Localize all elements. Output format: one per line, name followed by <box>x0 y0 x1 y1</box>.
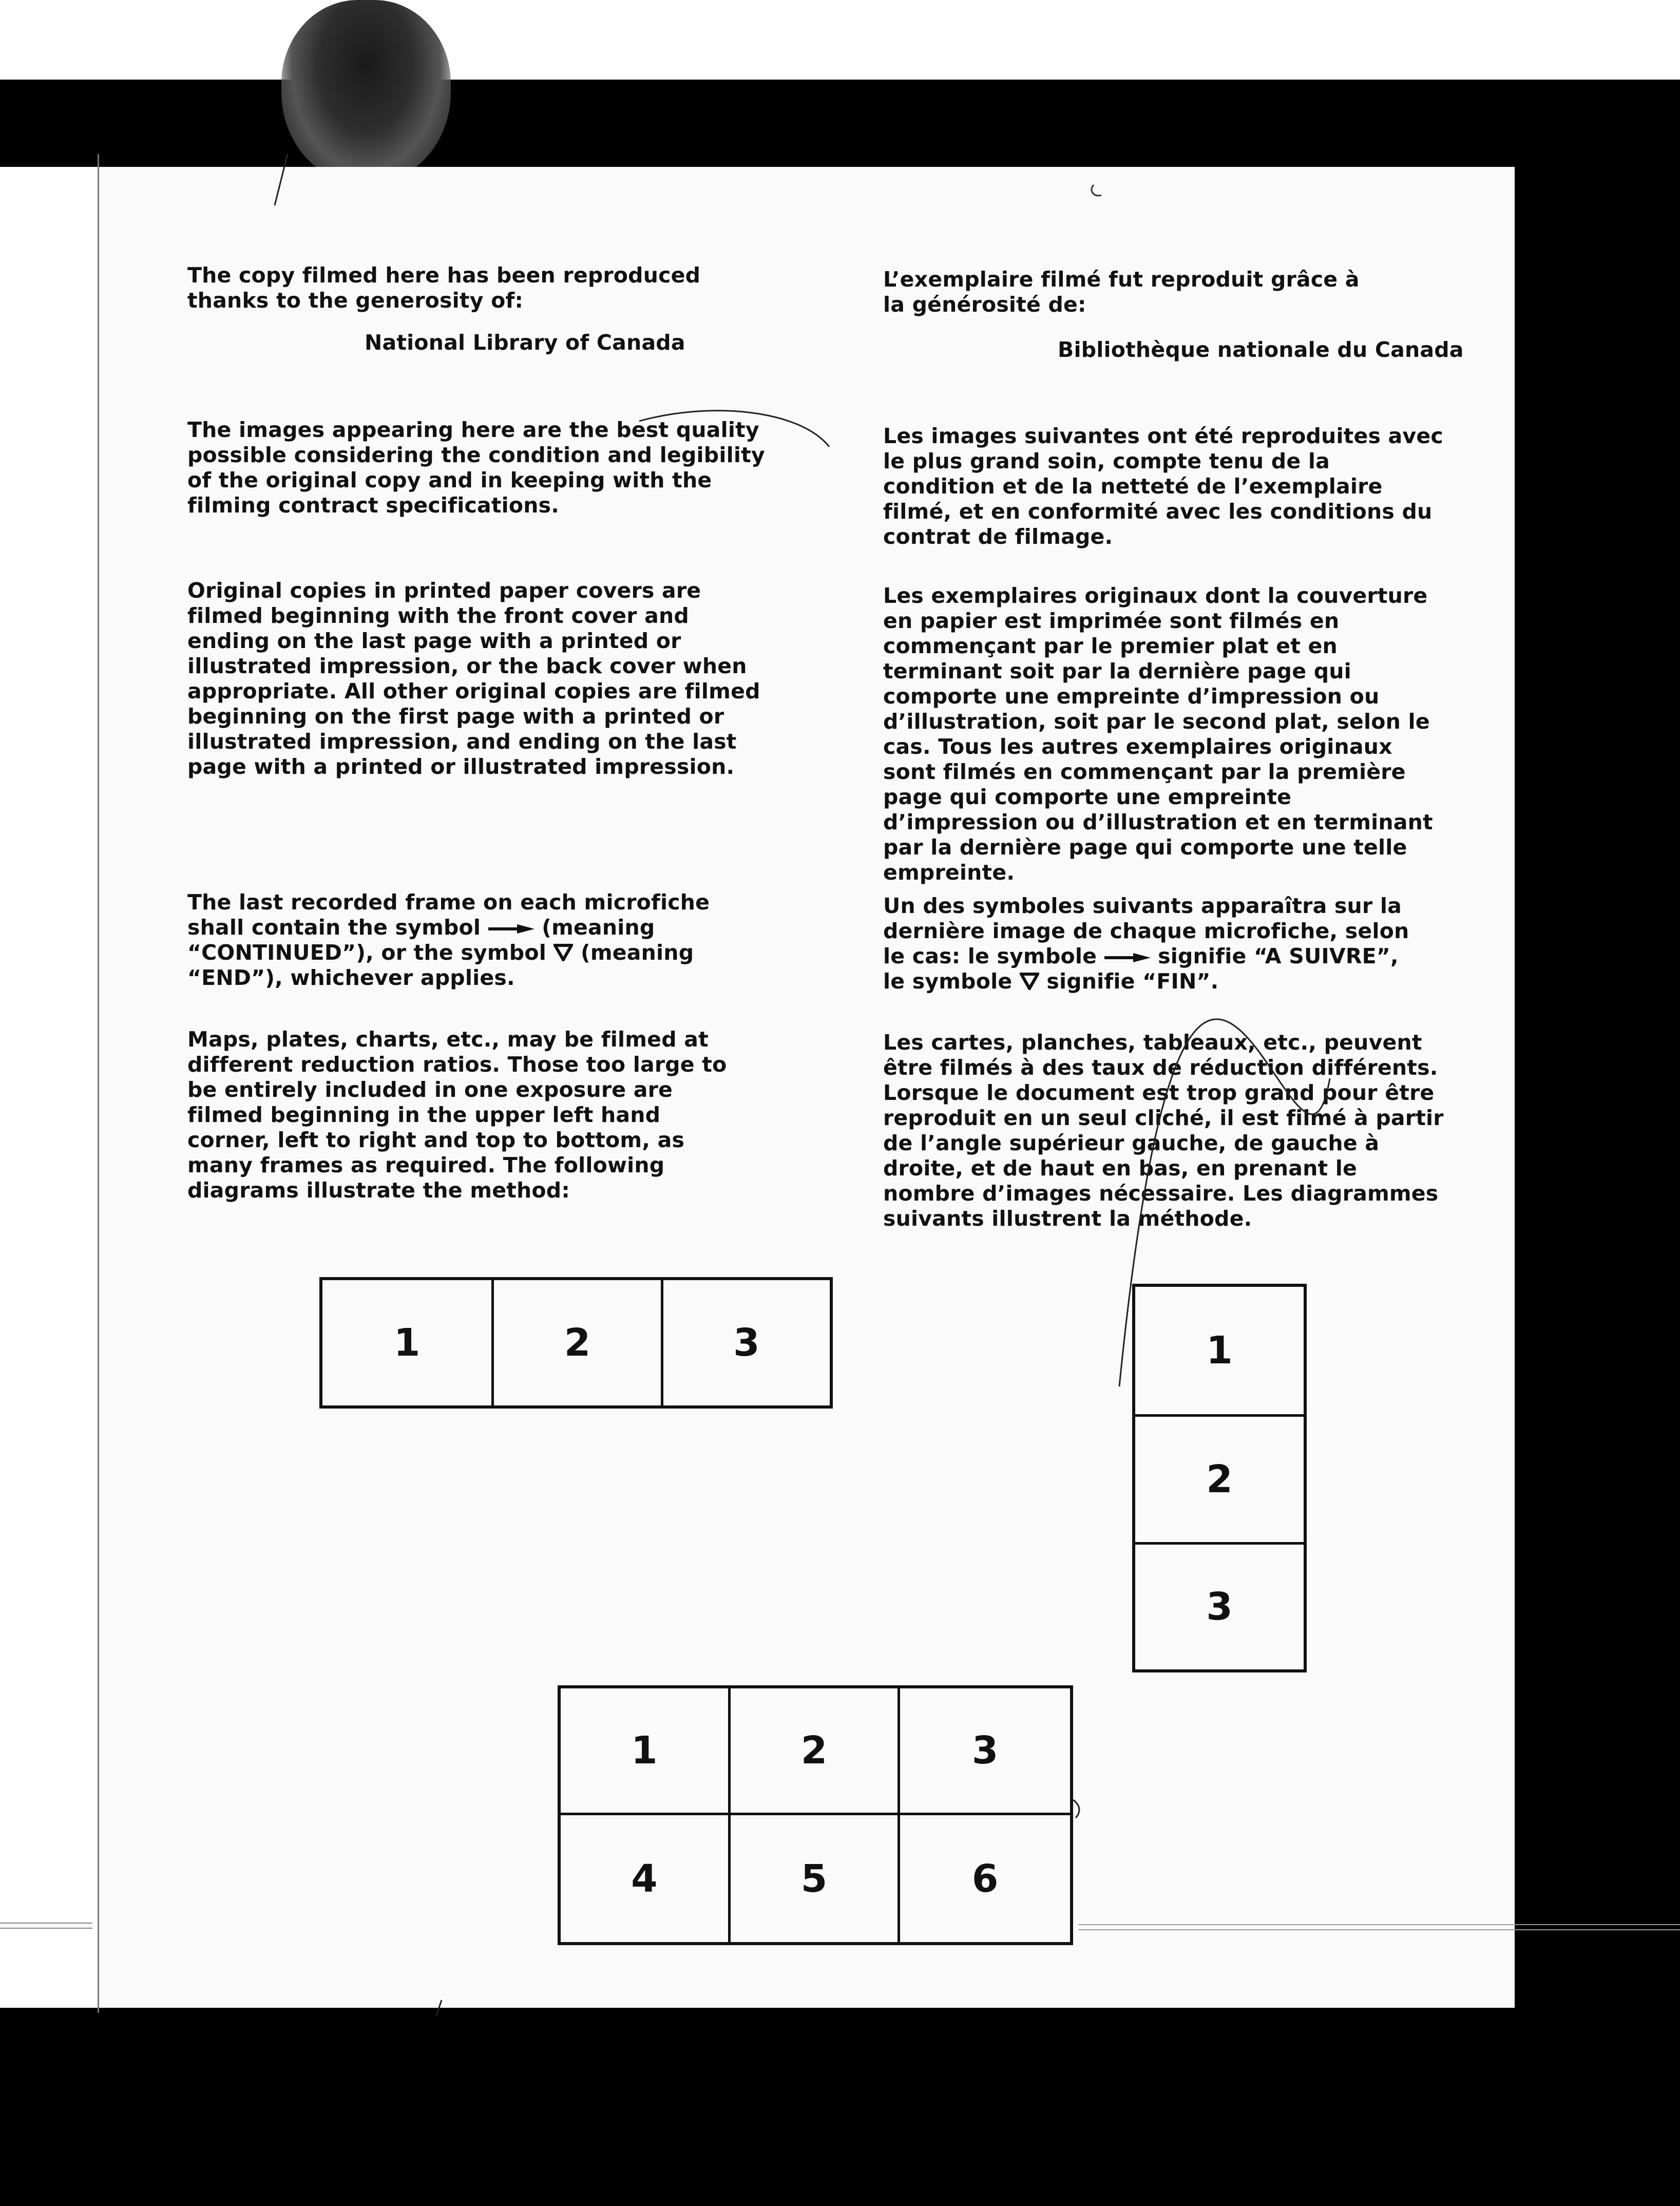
frame-cell: 1 <box>561 1688 731 1815</box>
frame-cell: 2 <box>1135 1414 1304 1542</box>
frame-cell: 3 <box>1135 1542 1304 1669</box>
frame-cell: 2 <box>491 1280 660 1405</box>
frame-cell: 1 <box>393 1321 421 1365</box>
frame-cell: 5 <box>731 1815 901 1942</box>
symbols-text-fr-a: Un des symboles suivants apparaîtra sur la dernière image de chaque microfiche, selon le cas: le symbole <box>883 893 1409 968</box>
quality-text-fr: Les images suivantes ont été reproduites avec le plus grand soin, compte tenu de la condition et de la netteté de l’exemplaire filmé, et en conformité avec les conditions du contrat de filmage. <box>883 424 1443 549</box>
institution-name: National Library of Canada <box>365 330 685 355</box>
frame-cell: 6 <box>971 1856 999 1901</box>
symbols-text-fr-b: signifie “A SUIVRE”, le symbole <box>883 944 1399 994</box>
covers-text-fr: Les exemplaires originaux dont la couverture en papier est imprimée sont filmés en commençant par le premier plat et en terminant soit par la dernière page qui comporte une empreinte d’impression ou d’illustration, soit par le second plat, selon le cas. Tous les autres exemplaires originaux sont filmés en commençant par la première page qui comporte une empreinte d’impression ou d’illustration et en terminant par la dernière page qui comporte une telle empreinte. <box>883 583 1433 885</box>
symbols-text-a: The last recorded frame on each microfiche shall contain the symbol <box>187 890 710 940</box>
frame-cell: 4 <box>561 1815 731 1942</box>
symbols-text-fr-c: signifie “FIN”. <box>1046 969 1219 994</box>
frame-cell: 3 <box>900 1688 1070 1815</box>
institution-name-fr: Bibliothèque nationale du Canada <box>1058 337 1464 362</box>
maps-text-fr: Les cartes, planches, tableaux, etc., peuvent être filmés à des taux de réduction différents. Lorsque le document est trop grand pour être reproduit en un seul cliché, il est filmé à partir de l’angle supérieur gauche, de gauche à droite, et de haut en bas, en prenant le nombre d’images nécessaire. Les diagrammes suivants illustrent la méthode. <box>883 1030 1444 1231</box>
credit-intro-text-fr: L’exemplaire filmé fut reproduit grâce à la générosité de: <box>883 267 1360 317</box>
covers-text: Original copies in printed paper covers are filmed beginning with the front cover and ending on the last page with a printed or illustrated impression, or the back cover when appropriate. All other original copies are filmed beginning on the first page with a printed or illustrated impression, and ending on the last page with a printed or illustrated impression. <box>187 578 760 779</box>
frame-cell: 3 <box>661 1280 830 1405</box>
credit-intro-text: The copy filmed here has been reproduced thanks to the generosity of: <box>187 263 701 313</box>
frame-cell: 2 <box>731 1688 901 1815</box>
frame-cell: 1 <box>1206 1328 1233 1373</box>
maps-text: Maps, plates, charts, etc., may be filmed at different reduction ratios. Those too large to be entirely included in one exposure are filmed beginning in the upper left hand corner, left to right and top to bottom, as many frames as required. The following diagrams illustrate the method: <box>187 1027 727 1203</box>
symbols-text-b: (meaning “CONTINUED”), or the symbol <box>187 915 655 965</box>
quality-text: The images appearing here are the best quality possible considering the condition and legibility of the original copy and in keeping with the filming contract specifications. <box>187 417 765 518</box>
symbols-text-c: (meaning “END”), whichever applies. <box>187 940 694 990</box>
